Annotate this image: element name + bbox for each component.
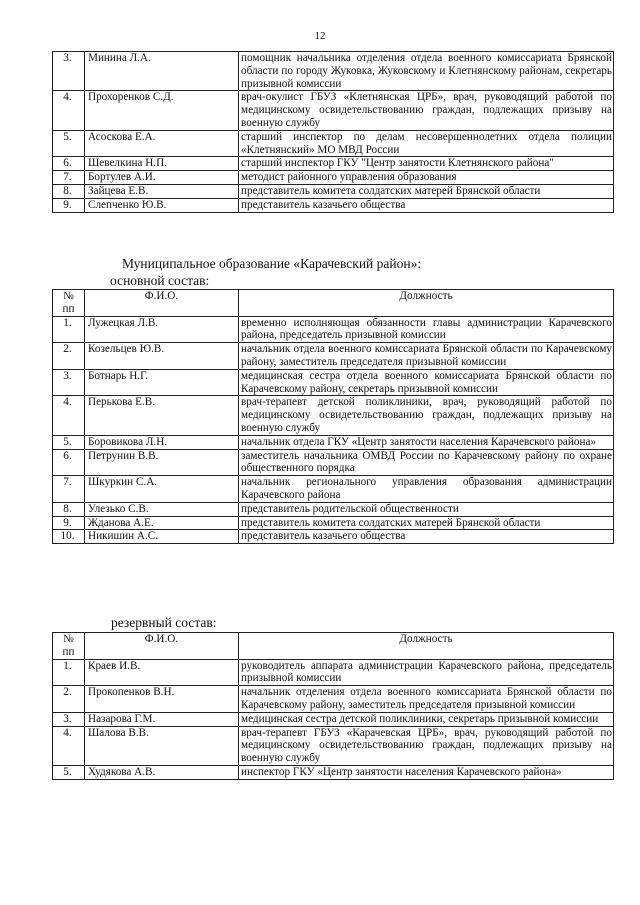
table-row (53, 171, 614, 185)
member-position: врач-окулист ГБУЗ «Клетнянская ЦРБ», врач, руководящий работой по медицинскому освидетельствованию граждан, подлежащих призыву на военную службу (239, 91, 614, 130)
member-name: Слепченко Ю.В. (85, 198, 239, 212)
member-position: инспектор ГКУ «Центр занятости населения Карачевского района» (239, 765, 614, 779)
table-row (53, 343, 614, 370)
member-name: Асоскова Е.А. (85, 130, 239, 157)
row-number: 3. (53, 52, 85, 91)
row-number: 2. (53, 686, 85, 713)
member-name: Лужецкая Л.В. (85, 316, 239, 343)
member-position: начальник отделения отдела военного комиссариата Брянской области по Карачевскому району, заместитель председателя призывной комиссии (239, 686, 614, 713)
table-row (53, 726, 614, 765)
row-number: 5. (53, 765, 85, 779)
row-number: 3. (53, 712, 85, 726)
member-position: медицинская сестра отдела военного комиссариата Брянской области по Карачевскому району, секретарь призывной комиссии (239, 369, 614, 396)
row-number: 4. (53, 91, 85, 130)
row-number: 4. (53, 396, 85, 435)
member-name: Краев И.В. (85, 659, 239, 686)
header-number: № пп (53, 290, 85, 317)
header-name: Ф.И.О. (85, 290, 239, 317)
row-number: 5. (53, 130, 85, 157)
row-number: 7. (53, 171, 85, 185)
table-row (53, 396, 614, 435)
member-position: временно исполняющая обязанности главы администрации Карачевского района, председатель призывной комиссии (239, 316, 614, 343)
table-row (53, 659, 614, 686)
table-row (53, 765, 614, 779)
member-name: Шкуркин С.А. (85, 476, 239, 503)
row-number: 5. (53, 435, 85, 449)
main-composition-table (52, 289, 614, 544)
table-row (53, 157, 614, 171)
table-row (53, 516, 614, 530)
table-row (53, 369, 614, 396)
reserve-composition-table (52, 632, 614, 780)
member-name: Худякова А.В. (85, 765, 239, 779)
row-number: 1. (53, 316, 85, 343)
row-number: 8. (53, 502, 85, 516)
member-position: методист районного управления образования (239, 171, 614, 185)
member-name: Боровикова Л.Н. (85, 435, 239, 449)
table-row (53, 712, 614, 726)
row-number: 1. (53, 659, 85, 686)
member-position: врач-терапевт детской поликлиники, врач, руководящий работой по медицинскому освидетельствованию граждан, подлежащих призыву на военную службу (239, 396, 614, 435)
member-name: Перькова Е.В. (85, 396, 239, 435)
table-row (53, 52, 614, 91)
member-name: Ботнарь Н.Г. (85, 369, 239, 396)
table-row (53, 91, 614, 130)
page-number: 12 (314, 30, 326, 42)
table-header-row (53, 290, 614, 317)
row-number: 4. (53, 726, 85, 765)
row-number: 9. (53, 516, 85, 530)
row-number: 7. (53, 476, 85, 503)
table-row (53, 435, 614, 449)
member-position: старший инспектор ГКУ "Центр занятости Клетнянского района" (239, 157, 614, 171)
header-number: № пп (53, 633, 85, 660)
row-number: 2. (53, 343, 85, 370)
header-name: Ф.И.О. (85, 633, 239, 660)
member-position: руководитель аппарата администрации Карачевского района, председатель призывной комиссии (239, 659, 614, 686)
member-position: представитель родительской общественности (239, 502, 614, 516)
main-composition-label: основной состав: (110, 273, 210, 288)
row-number: 6. (53, 157, 85, 171)
member-position: врач-терапевт ГБУЗ «Карачевская ЦРБ», врач, руководящий работой по медицинскому освидетельствованию граждан, подлежащих призыву на военную службу (239, 726, 614, 765)
table-header-row (53, 633, 614, 660)
table-row (53, 530, 614, 544)
header-position: Должность (239, 633, 614, 660)
row-number: 6. (53, 449, 85, 476)
previous-commission-table (52, 51, 614, 213)
row-number: 8. (53, 184, 85, 198)
table-row (53, 449, 614, 476)
member-position: начальник отдела военного комиссариата Брянской области по Карачевскому району, заместитель председателя призывной комиссии (239, 343, 614, 370)
member-position: начальник отдела ГКУ «Центр занятости населения Карачевского района» (239, 435, 614, 449)
row-number: 10. (53, 530, 85, 544)
member-name: Шалова В.В. (85, 726, 239, 765)
member-position: представитель комитета солдатских матерей Брянской области (239, 184, 614, 198)
table-row (53, 502, 614, 516)
member-name: Жданова А.Е. (85, 516, 239, 530)
member-name: Никишин А.С. (85, 530, 239, 544)
member-name: Прохоренков С.Д. (85, 91, 239, 130)
member-position: представитель казачьего общества (239, 198, 614, 212)
table-row (53, 198, 614, 212)
member-position: медицинская сестра детской поликлиники, секретарь призывной комиссии (239, 712, 614, 726)
member-name: Минина Л.А. (85, 52, 239, 91)
member-name: Назарова Г.М. (85, 712, 239, 726)
member-position: начальник регионального управления образования администрации Карачевского района (239, 476, 614, 503)
member-name: Улезько С.В. (85, 502, 239, 516)
header-position: Должность (239, 290, 614, 317)
table-row (53, 130, 614, 157)
member-position: представитель казачьего общества (239, 530, 614, 544)
member-position: заместитель начальника ОМВД России по Карачевскому району по охране общественного порядка (239, 449, 614, 476)
member-name: Козельцев Ю.В. (85, 343, 239, 370)
row-number: 9. (53, 198, 85, 212)
table-row (53, 316, 614, 343)
member-name: Шевелкина Н.П. (85, 157, 239, 171)
member-name: Петрунин В.В. (85, 449, 239, 476)
table-row (53, 476, 614, 503)
row-number: 3. (53, 369, 85, 396)
member-position: старший инспектор по делам несовершеннолетних отдела полиции «Клетнянский» МО МВД России (239, 130, 614, 157)
member-name: Бортулев А.И. (85, 171, 239, 185)
table-row (53, 686, 614, 713)
table-row (53, 184, 614, 198)
member-position: помощник начальника отделения отдела военного комиссариата Брянской области по городу Жуковка, Жуковскому и Клетнянскому районам, секретарь призывной комиссии (239, 52, 614, 91)
reserve-composition-label: резервный состав: (111, 615, 217, 630)
member-name: Зайцева Е.В. (85, 184, 239, 198)
member-position: представитель комитета солдатских матерей Брянской области (239, 516, 614, 530)
member-name: Прокопенков В.Н. (85, 686, 239, 713)
municipality-title: Муниципальное образование «Карачевский район»: (122, 256, 422, 271)
